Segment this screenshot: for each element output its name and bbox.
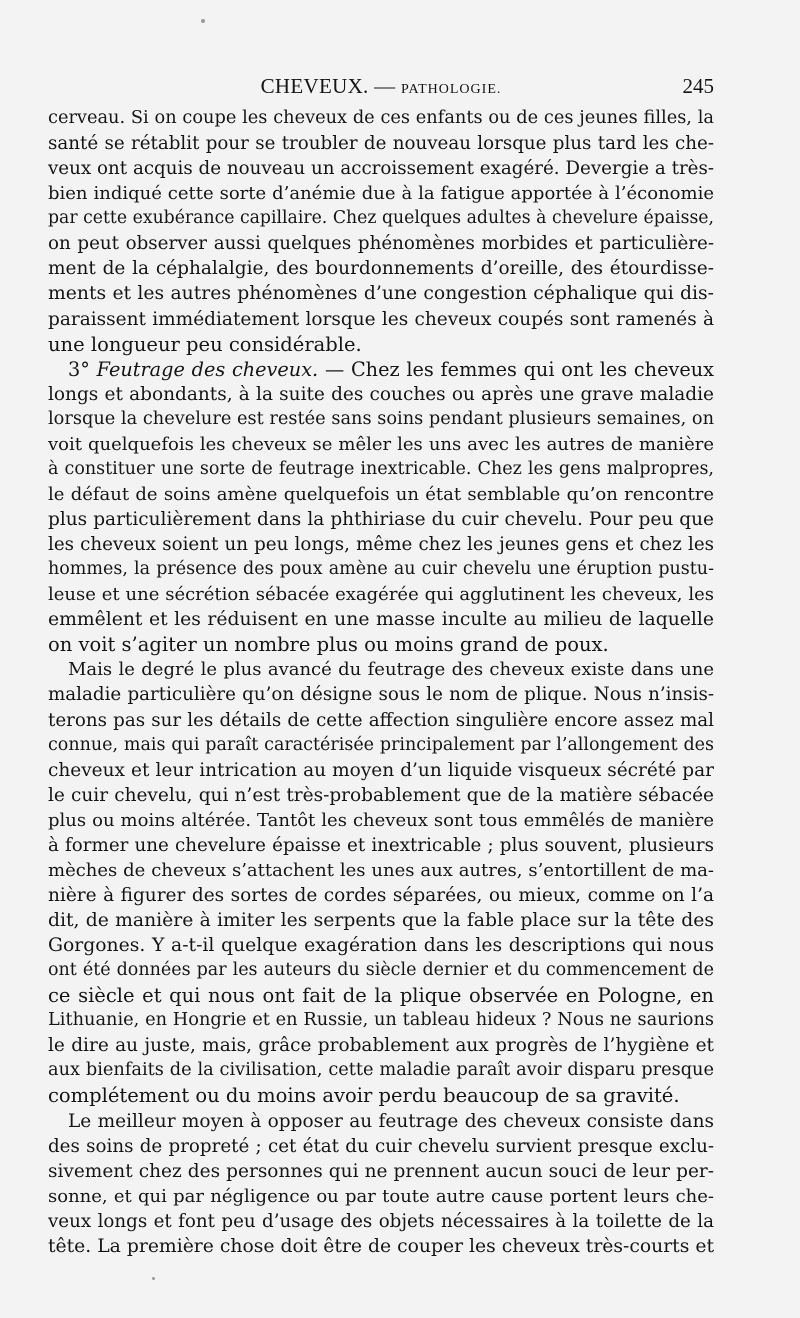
section-heading-line bbox=[48, 357, 714, 382]
text-line: le défaut de soins amène quelquefois un état semblable qu’on rencontre bbox=[48, 483, 714, 505]
text-line: des soins de propreté ; cet état du cuir chevelu survient presque exclu- bbox=[48, 1135, 714, 1157]
text-line: nière à figurer des sortes de cordes séparées, ou mieux, comme on l’a bbox=[48, 884, 714, 906]
page-speck bbox=[152, 1277, 155, 1280]
text-line: terons pas sur les détails de cette affection singulière encore assez mal bbox=[48, 709, 714, 731]
text-line: plus ou moins altérée. Tantôt les cheveux sont tous emmêlés de manière bbox=[48, 809, 714, 831]
text-line: dit, de manière à imiter les serpents que la fable place sur la tête des bbox=[48, 910, 714, 931]
text-line: une longueur peu considérable. bbox=[48, 332, 362, 356]
text-line: santé se rétablit pour se troubler de nouveau lorsque plus tard les che- bbox=[48, 133, 714, 155]
text-line: complétement ou du moins avoir perdu beaucoup de sa gravité. bbox=[48, 1084, 680, 1108]
text-line: voit quelquefois les cheveux se mêler les uns avec les autres de manière bbox=[48, 433, 714, 455]
text-line: emmêlent et les réduisent en une masse inculte au milieu de laquelle bbox=[48, 609, 714, 631]
text-line: ment de la céphalalgie, des bourdonnements d’oreille, des étourdisse- bbox=[48, 258, 714, 280]
text-line: hommes, la présence des poux amène au cuir chevelu une éruption pustu- bbox=[48, 559, 714, 580]
section-number: 3° bbox=[68, 357, 90, 381]
section-first-line-text: — Chez les femmes qui ont les cheveux bbox=[324, 357, 714, 381]
page-number: 245 bbox=[682, 74, 714, 98]
text-line: plus particulièrement dans la phthiriase du cuir chevelu. Pour peu que bbox=[48, 509, 714, 530]
text-line: aux bienfaits de la civilisation, cette maladie paraît avoir disparu presque bbox=[48, 1060, 714, 1081]
text-line: veux ont acquis de nouveau un accroissement exagéré. Devergie a très- bbox=[48, 158, 714, 180]
text-line: leuse et une sécrétion sébacée exagérée qui agglutinent les cheveux, les bbox=[48, 584, 714, 606]
text-line: Le meilleur moyen à opposer au feutrage des cheveux consiste dans bbox=[68, 1110, 714, 1132]
text-line: maladie particulière qu’on désigne sous le nom de plique. Nous n’insis- bbox=[48, 684, 714, 706]
text-line: ments et les autres phénomènes d’une congestion céphalique qui dis- bbox=[48, 283, 714, 305]
running-title bbox=[48, 74, 714, 99]
text-line: connue, mais qui paraît caractérisée principalement par l’allongement des bbox=[48, 734, 714, 755]
text-line: bien indiqué cette sorte d’anémie due à la fatigue apportée à l’économie bbox=[48, 183, 714, 205]
text-line: Mais le degré le plus avancé du feutrage des cheveux existe dans une bbox=[68, 659, 714, 681]
text-line: Lithuanie, en Hongrie et en Russie, un tableau hideux ? Nous ne saurions bbox=[48, 1010, 714, 1031]
text-line: par cette exubérance capillaire. Chez quelques adultes à chevelure épaisse, bbox=[48, 208, 714, 229]
text-line: sivement chez des personnes qui ne prennent aucun souci de leur per- bbox=[48, 1160, 714, 1182]
text-line: mèches de cheveux s’attachent les unes aux autres, s’entortillent de ma- bbox=[48, 859, 714, 881]
text-line: paraissent immédiatement lorsque les cheveux coupés sont ramenés à bbox=[48, 308, 714, 330]
text-line: tête. La première chose doit être de couper les cheveux très-courts et bbox=[48, 1235, 714, 1257]
text-line: veux longs et font peu d’usage des objets nécessaires à la toilette de la bbox=[48, 1210, 714, 1232]
text-line: on peut observer aussi quelques phénomènes morbides et particulière- bbox=[48, 233, 714, 255]
paragraph-plique bbox=[48, 657, 714, 1108]
page-header bbox=[48, 74, 714, 100]
text-line: à constituer une sorte de feutrage inextricable. Chez les gens malpropres, bbox=[48, 458, 714, 479]
section-title: Feutrage des cheveux. bbox=[96, 357, 319, 381]
paragraph-cerveau bbox=[48, 106, 714, 357]
running-title-main: CHEVEUX. bbox=[260, 74, 369, 98]
text-line: ont été données par les auteurs du siècle dernier et du commencement de bbox=[48, 960, 714, 981]
text-line: le cuir chevelu, qui n’est très-probablement que de la matière sébacée bbox=[48, 784, 714, 806]
text-line: cheveux et leur intrication au moyen d’un liquide visqueux sécrété par bbox=[48, 759, 714, 781]
text-line: les cheveux soient un peu longs, même chez les jeunes gens et chez les bbox=[48, 534, 714, 556]
text-line: cerveau. Si on coupe les cheveux de ces enfants ou de ces jeunes filles, la bbox=[48, 108, 714, 128]
text-line: sonne, et qui par négligence ou par toute autre cause portent leurs che- bbox=[48, 1185, 714, 1207]
text-line: ce siècle et qui nous ont fait de la plique observée en Pologne, en bbox=[48, 984, 714, 1008]
text-line: longs et abondants, à la suite des couches ou après une grave maladie bbox=[48, 383, 714, 405]
text-line: Gorgones. Y a-t-il quelque exagération dans les descriptions qui nous bbox=[48, 935, 714, 957]
section-feutrage bbox=[48, 357, 714, 658]
page-body bbox=[48, 106, 714, 1259]
text-line: lorsque la chevelure est restée sans soins pendant plusieurs semaines, on bbox=[48, 408, 714, 429]
text-line: à former une chevelure épaisse et inextricable ; plus souvent, plusieurs bbox=[48, 834, 714, 856]
page-speck bbox=[201, 19, 205, 23]
running-title-dash: — bbox=[374, 74, 396, 98]
text-line: on voit s’agiter un nombre plus ou moins grand de poux. bbox=[48, 633, 609, 657]
running-title-section: PATHOLOGIE. bbox=[401, 82, 502, 97]
paragraph-remedy bbox=[48, 1109, 714, 1259]
text-line: le dire au juste, mais, grâce probablement aux progrès de l’hygiène et bbox=[48, 1035, 714, 1057]
